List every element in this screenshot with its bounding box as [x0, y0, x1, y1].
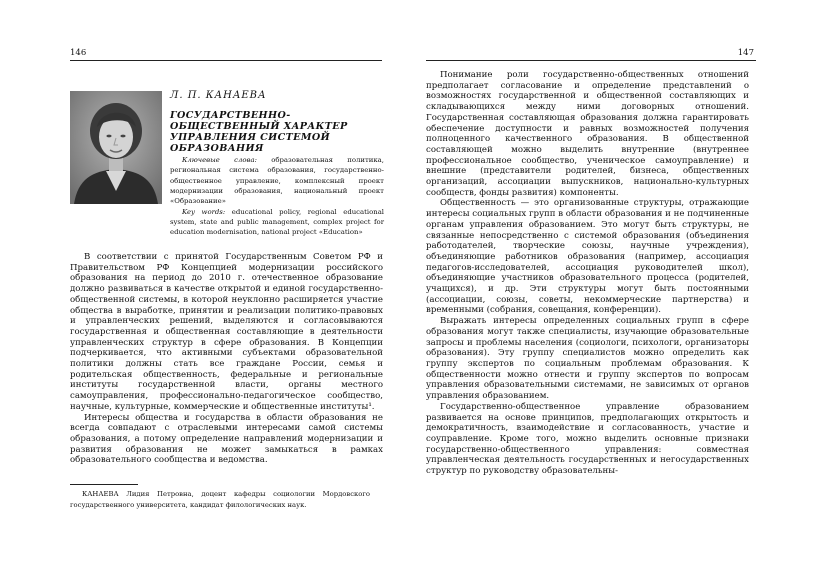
keywords-en-label: Key words: — [182, 207, 226, 216]
author-photo — [70, 91, 162, 204]
keywords-block — [170, 155, 384, 238]
author-footnote: КАНАЕВА Лидия Петровна, доцент кафедры социологии Мордовского государственного университета, кандидат филологических наук. — [70, 490, 370, 509]
keywords-ru-label: Ключевые слова: — [182, 156, 257, 164]
body-paragraph: Общественность — это организованные структуры, отражающие интересы социальных групп в области образования и не подчиненные органам управления образованием. Это могут быть структуры, не связанные непосредственно с системой образования (объединения работодателей, творческие союзы, научные учреждения), объединяющие работников образования (например, ассоциация педагогов-исследователей, ассоциация руководителей школ), объединяющие участников образовательного процесса (родителей, учащихся), и др. Эти структуры могут быть постоянными (ассоциации, союзы, советы, некоммерческие партнерства) и временными (собрания, совещания, конференции). — [426, 198, 749, 316]
left-body-text — [70, 252, 383, 466]
author-portrait-image — [70, 91, 162, 204]
page-number-right: 147 — [737, 48, 754, 58]
author-name: Л. П. КАНАЕВА — [170, 90, 267, 101]
body-paragraph: Выражать интересы определенных социальных групп в сфере образования могут также специалисты, изучающие образовательные запросы и проблемы населения (социологи, психологи, организаторы образования). Эту группу специалистов можно определить как группу экспертов по социальным проблемам образования. К общественности можно отнести и группу экспертов по вопросам управления образовательными системами, не зависимых от органов управления образованием. — [426, 316, 749, 402]
body-paragraph: В соответствии с принятой Государственным Советом РФ и Правительством РФ Концепцией модернизации российского образования на период до 2010 г. отечественное образование должно развиваться в качестве открытой и единой государственно-общественной системы, в которой неуклонно расширяется участие общества в выработке, принятии и реализации политико-правовых и управленческих решений, выделяются и согласовываются государственная и общественная составляющие в деятельности управленческих структур в сфере образования. В Концепции подчеркивается, что активными субъектами образовательной политики должны стать все граждане России, семья и родительская общественность, федеральные и региональные институты государственной власти, органы местного самоуправления, профессионально-педагогическое сообщество, научные, культурные, коммерческие и общественные институты¹. — [70, 252, 383, 412]
footnote-rule — [70, 484, 138, 485]
keywords-en-text: educational policy, regional educational system, state and public management, complex project for education modernisation, national project «Education» — [170, 207, 385, 237]
keywords-ru — [170, 155, 384, 207]
body-paragraph: Интересы общества и государства в области образования не всегда совпадают с отраслевыми интересами самой системы образования, а потому определение направлений модернизации и развития образования не может замыкаться в рамках образовательного сообщества и ведомства. — [70, 412, 383, 466]
article-title: ГОСУДАРСТВЕННО-ОБЩЕСТВЕННЫЙ ХАРАКТЕР УПРАВЛЕНИЯ СИСТЕМОЙ ОБРАЗОВАНИЯ — [170, 110, 348, 154]
right-body-text — [426, 70, 749, 477]
header-rule-right — [426, 60, 756, 61]
body-paragraph: Понимание роли государственно-общественных отношений предполагает согласование и определение представлений о возможностях государственной и общественной составляющих и складывающихся между ними договорных отношений. Государственная составляющая образования должна гарантировать обеспечение доступности и равных возможностей получения полноценного качественного образования. В общественной составляющей можно выделить внутренние (внутреннее профессиональное сообщество, ученическое самоуправление) и внешние (представители родителей, бизнеса, общественных организаций, ассоциации выпускников, национально-культурных сообществ, фонды развития) компоненты. — [426, 70, 749, 198]
body-paragraph: Государственно-общественное управление образованием развивается на основе принципов, предполагающих открытость и демократичность, взаимодействие и согласованность, участие и соуправление. Кроме того, можно выделить основные признаки государственно-общественного управления: совместная управленческая деятельность государственных и негосударственных структур по руководству образовательны- — [426, 401, 749, 477]
keywords-ru-text: образовательная политика, региональная система образования, государственно-общественное управление, комплексный проект модернизации образования, национальный проект «Образование» — [170, 156, 384, 206]
page-number-left: 146 — [70, 48, 87, 58]
header-rule-left — [70, 60, 382, 61]
keywords-en — [170, 207, 384, 238]
